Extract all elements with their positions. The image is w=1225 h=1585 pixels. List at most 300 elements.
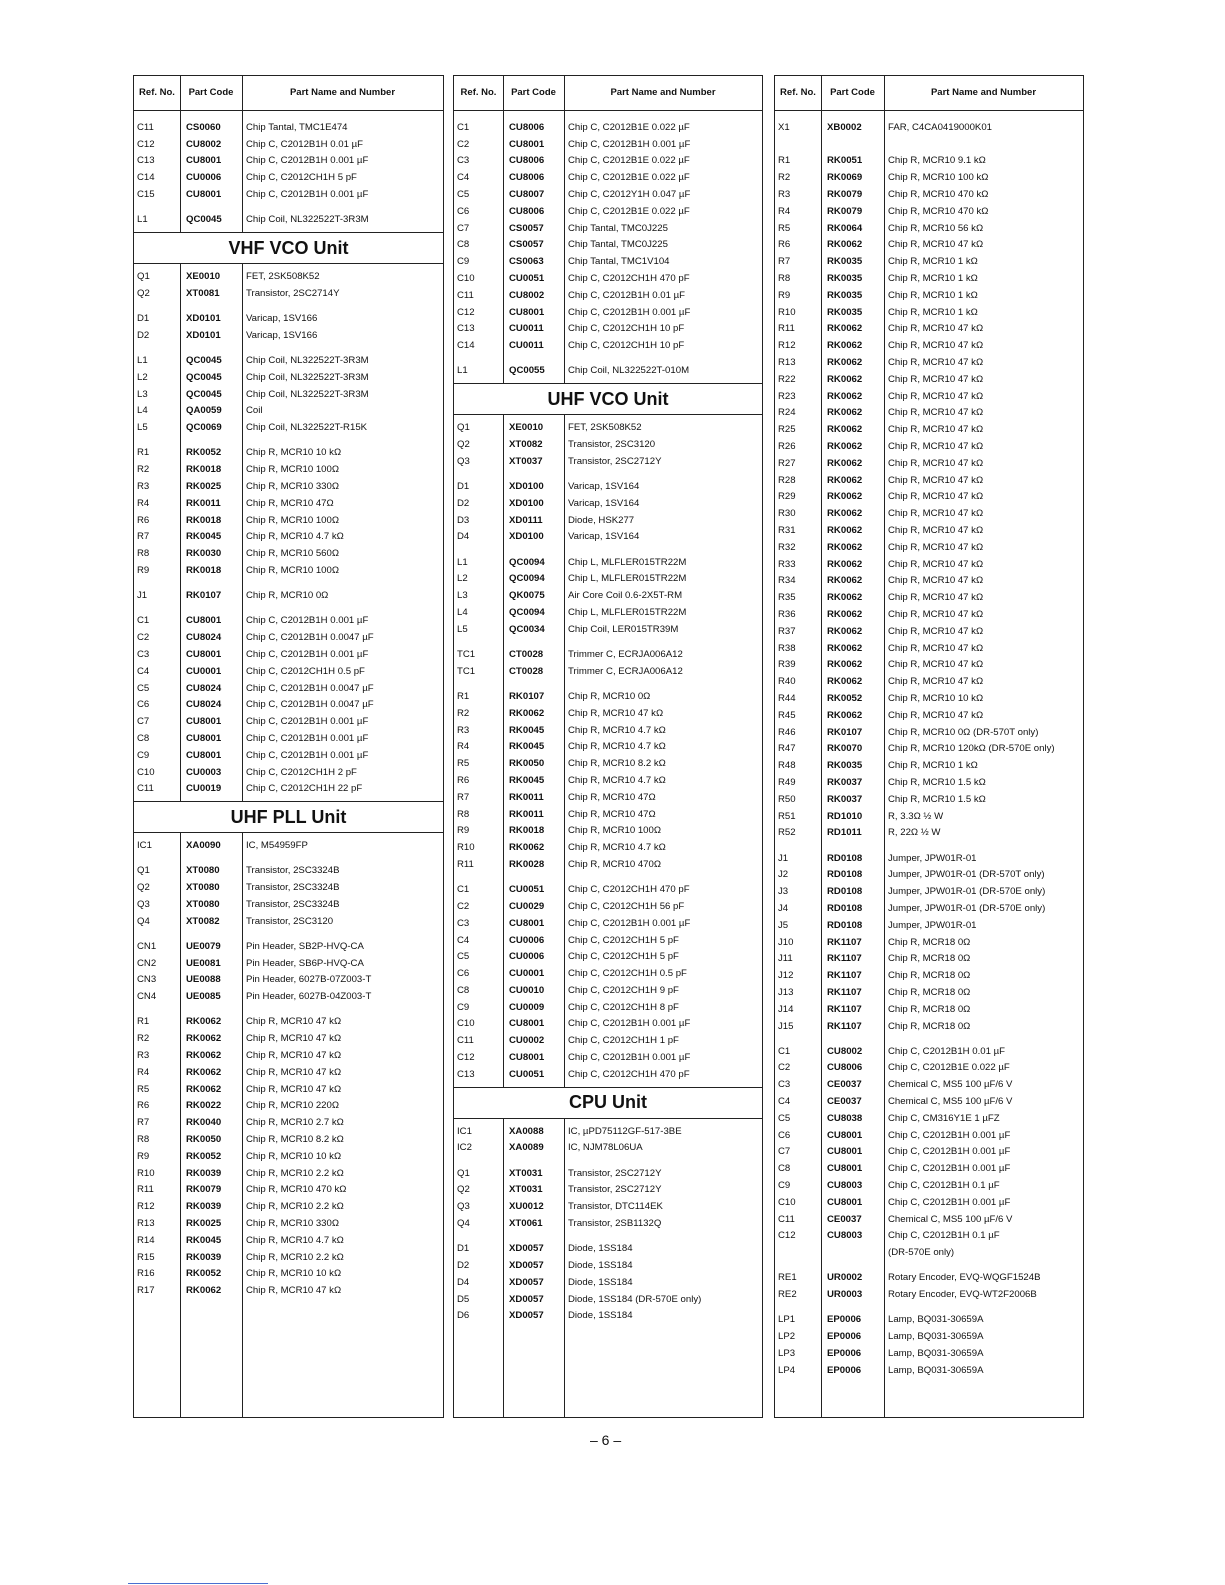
part-code: XT0031 bbox=[509, 1184, 543, 1196]
table-row bbox=[134, 169, 443, 186]
table-body bbox=[454, 119, 762, 1324]
ref-no: R23 bbox=[778, 390, 796, 402]
ref-no: IC1 bbox=[137, 840, 152, 852]
table-row bbox=[134, 1030, 443, 1047]
ref-no: C10 bbox=[137, 766, 155, 778]
table-row bbox=[775, 1211, 1083, 1228]
ref-no: R49 bbox=[778, 776, 796, 788]
ref-no: Q4 bbox=[457, 1218, 470, 1230]
part-code: XB0002 bbox=[827, 121, 862, 133]
part-code: RK0062 bbox=[186, 1050, 222, 1062]
part-name: Chip R, MCR10 4.7 kΩ bbox=[568, 741, 666, 753]
ref-no: Q4 bbox=[137, 915, 150, 927]
part-code: CU0051 bbox=[509, 884, 545, 896]
part-name: Diode, 1SS184 (DR-570E only) bbox=[568, 1293, 702, 1305]
ref-no: C15 bbox=[137, 189, 155, 201]
part-code: RK0062 bbox=[827, 424, 863, 436]
table-row bbox=[775, 1270, 1083, 1287]
part-name: Chip C, C2012B1H 0.001 µF bbox=[568, 1052, 691, 1064]
part-code: RK0062 bbox=[827, 508, 863, 520]
ref-no: R30 bbox=[778, 508, 796, 520]
part-code: QC0094 bbox=[509, 606, 545, 618]
ref-no: R3 bbox=[137, 481, 150, 492]
part-name: Chip R, MCR10 47 kΩ bbox=[888, 424, 984, 436]
table-row bbox=[775, 1177, 1083, 1194]
part-code: RK0035 bbox=[827, 760, 863, 772]
ref-no: L2 bbox=[457, 573, 468, 585]
part-name: Chip R, MCR10 47 kΩ bbox=[246, 1083, 342, 1095]
table-row bbox=[775, 371, 1083, 388]
ref-no: C3 bbox=[137, 648, 150, 660]
ref-no: R12 bbox=[137, 1201, 155, 1213]
part-name: Chip C, C2012Y1H 0.047 µF bbox=[568, 189, 691, 201]
part-code: CU8001 bbox=[509, 138, 545, 150]
table-row bbox=[775, 1244, 1083, 1261]
part-code: RD0108 bbox=[827, 869, 863, 881]
table-row bbox=[134, 862, 443, 879]
ref-no: L5 bbox=[137, 422, 148, 434]
table-row bbox=[775, 589, 1083, 606]
part-name: Chip R, MCR10 120kΩ (DR-570E only) bbox=[888, 743, 1055, 755]
ref-no: C9 bbox=[137, 749, 150, 761]
part-name: Chip R, MCR10 4.7 kΩ bbox=[568, 842, 666, 854]
part-name: Varicap, 1SV164 bbox=[568, 481, 640, 493]
part-code: CU0009 bbox=[509, 1001, 545, 1013]
part-code: QC0045 bbox=[186, 371, 222, 383]
table-row bbox=[454, 932, 762, 949]
part-code: CU8001 bbox=[827, 1146, 863, 1158]
ref-no: C12 bbox=[457, 1052, 475, 1064]
part-name: Chip C, C2012CH1H 8 pF bbox=[568, 1001, 679, 1013]
part-name: Chip C, C2012B1H 0.0047 µF bbox=[246, 699, 374, 711]
part-code: CS0063 bbox=[509, 256, 544, 268]
part-code: QC0069 bbox=[186, 422, 222, 434]
part-code: RK0062 bbox=[827, 239, 863, 251]
table-row bbox=[454, 220, 762, 237]
ref-no: D4 bbox=[457, 531, 470, 543]
part-name: Chip R, MCR10 1 kΩ bbox=[888, 289, 978, 301]
ref-no: R5 bbox=[778, 222, 791, 234]
ref-no: J5 bbox=[778, 919, 789, 931]
table-row bbox=[454, 554, 762, 571]
part-code: XU0012 bbox=[509, 1201, 544, 1213]
part-code: RK0064 bbox=[827, 222, 863, 234]
part-code: RK0051 bbox=[827, 155, 863, 167]
part-code: CU8002 bbox=[186, 138, 222, 150]
table-row bbox=[775, 1312, 1083, 1329]
part-code: XD0057 bbox=[509, 1243, 544, 1255]
table-row bbox=[775, 1001, 1083, 1018]
ref-no: C6 bbox=[457, 968, 470, 980]
ref-no: R52 bbox=[778, 827, 796, 839]
part-code: RK0028 bbox=[509, 858, 545, 870]
header-ref-no: Ref. No. bbox=[780, 87, 816, 98]
part-code: CU8001 bbox=[827, 1129, 863, 1141]
part-name: Chip C, C2012B1H 0.001 µF bbox=[246, 749, 369, 761]
part-code: RK0011 bbox=[509, 808, 544, 820]
table-row bbox=[134, 352, 443, 369]
ref-no: R8 bbox=[137, 1134, 150, 1146]
ref-no: R10 bbox=[778, 306, 796, 318]
ref-no: C10 bbox=[457, 273, 475, 285]
table-row bbox=[775, 606, 1083, 623]
part-name: Chip C, C2012B1H 0.0047 µF bbox=[246, 632, 374, 644]
table-row bbox=[134, 696, 443, 713]
part-name: Chip R, MCR10 330Ω bbox=[246, 1218, 340, 1230]
table-row bbox=[134, 419, 443, 436]
table-row bbox=[134, 879, 443, 896]
part-name: Chip C, C2012B1H 0.001 µF bbox=[888, 1146, 1011, 1158]
part-code: CU0006 bbox=[509, 934, 545, 946]
ref-no: L3 bbox=[137, 388, 148, 400]
header-part-code: Part Code bbox=[188, 87, 234, 98]
ref-no: C2 bbox=[778, 1062, 791, 1074]
part-name: Chip R, MCR10 470 kΩ bbox=[888, 189, 989, 201]
part-name: Chip C, C2012B1H 0.0047 µF bbox=[246, 682, 374, 694]
table-row bbox=[454, 915, 762, 932]
part-name: Jumper, JPW01R-01 (DR-570E only) bbox=[888, 902, 1046, 914]
part-name: Chip C, C2012CH1H 10 pF bbox=[568, 323, 685, 335]
part-name: Chip R, MCR10 8.2 kΩ bbox=[568, 758, 666, 770]
table-row bbox=[134, 1266, 443, 1283]
table-row bbox=[454, 881, 762, 898]
ref-no: C4 bbox=[778, 1096, 791, 1108]
part-code: CU8001 bbox=[509, 1018, 545, 1030]
part-code: CU0002 bbox=[509, 1035, 545, 1047]
part-name: Varicap, 1SV166 bbox=[246, 329, 318, 341]
row-spacer bbox=[454, 638, 762, 646]
part-code: RK0062 bbox=[827, 457, 863, 469]
ref-no: J14 bbox=[778, 1003, 794, 1015]
ref-no: L1 bbox=[137, 355, 148, 367]
table-row bbox=[775, 304, 1083, 321]
part-name: FAR, C4CA0419000K01 bbox=[888, 121, 992, 133]
row-spacer bbox=[775, 144, 1083, 152]
table-row bbox=[454, 688, 762, 705]
part-name: Chip C, C2012B1H 0.001 µF bbox=[246, 732, 369, 744]
ref-no: R8 bbox=[778, 273, 791, 285]
part-name: Chip C, C2012B1H 0.1 µF bbox=[888, 1230, 1000, 1242]
table-body bbox=[775, 119, 1083, 1379]
ref-no: R25 bbox=[778, 424, 796, 436]
ref-no: D5 bbox=[457, 1293, 470, 1305]
part-code: XD0057 bbox=[509, 1260, 544, 1272]
part-name: Chip R, MCR10 47 kΩ bbox=[246, 1066, 342, 1078]
table-row bbox=[775, 707, 1083, 724]
part-code: RK0062 bbox=[827, 659, 863, 671]
table-row bbox=[775, 573, 1083, 590]
part-name: Chip R, MCR10 47 kΩ bbox=[246, 1016, 342, 1028]
header-part-name: Part Name and Number bbox=[610, 87, 716, 98]
table-row bbox=[454, 722, 762, 739]
part-name: Chip R, MCR10 1 kΩ bbox=[888, 273, 978, 285]
ref-no: CN3 bbox=[137, 974, 157, 986]
part-name: Chip L, MLFLER015TR22M bbox=[568, 573, 687, 585]
table-row bbox=[134, 1131, 443, 1148]
table-row bbox=[134, 587, 443, 604]
part-code: CU0029 bbox=[509, 900, 545, 912]
table-row bbox=[454, 136, 762, 153]
table-header bbox=[454, 76, 762, 111]
table-row bbox=[775, 455, 1083, 472]
ref-no: R13 bbox=[778, 357, 796, 369]
part-name: Chip R, MCR10 47 kΩ bbox=[888, 608, 984, 620]
part-name: Pin Header, 6027B-04Z003-T bbox=[246, 991, 372, 1003]
part-name: Chip R, MCR10 1 kΩ bbox=[888, 256, 978, 268]
ref-no: Q2 bbox=[457, 1184, 470, 1196]
ref-no: D3 bbox=[457, 514, 470, 526]
table-row bbox=[454, 337, 762, 354]
part-code: RK1107 bbox=[827, 1020, 862, 1032]
table-row bbox=[454, 1140, 762, 1157]
table-row bbox=[775, 220, 1083, 237]
table-row bbox=[134, 1249, 443, 1266]
part-name: Chip C, C2012B1H 0.001 µF bbox=[888, 1129, 1011, 1141]
part-name: Pin Header, 6027B-07Z003-T bbox=[246, 974, 372, 986]
ref-no: C14 bbox=[457, 340, 475, 352]
ref-no: J1 bbox=[778, 852, 789, 864]
part-code: XD0100 bbox=[509, 531, 544, 543]
row-spacer bbox=[134, 579, 443, 587]
table-row bbox=[454, 203, 762, 220]
table-row bbox=[134, 403, 443, 420]
part-code: RD0108 bbox=[827, 886, 863, 898]
part-code: RD0108 bbox=[827, 919, 863, 931]
table-row bbox=[454, 898, 762, 915]
ref-no: R11 bbox=[457, 858, 474, 870]
table-row bbox=[775, 186, 1083, 203]
ref-no: J15 bbox=[778, 1020, 794, 1032]
parts-table-column-1 bbox=[133, 75, 444, 1418]
part-name: Chip R, MCR18 0Ω bbox=[888, 953, 971, 965]
ref-no: C4 bbox=[457, 172, 470, 184]
part-name: Chip R, MCR10 560Ω bbox=[246, 548, 340, 560]
part-code: RK0062 bbox=[827, 608, 863, 620]
ref-no: R8 bbox=[137, 548, 150, 560]
ref-no: C13 bbox=[457, 323, 475, 335]
ref-no: R32 bbox=[778, 541, 796, 553]
header-part-code: Part Code bbox=[511, 87, 556, 98]
table-row bbox=[134, 119, 443, 136]
row-spacer bbox=[134, 604, 443, 612]
part-name: Chip R, MCR10 47 kΩ bbox=[888, 323, 984, 335]
header-ref-no: Ref. No. bbox=[139, 87, 175, 98]
header-part-name: Part Name and Number bbox=[289, 87, 396, 98]
ref-no: R2 bbox=[137, 464, 150, 476]
table-row bbox=[134, 512, 443, 529]
table-row bbox=[454, 571, 762, 588]
part-name: Chip R, MCR10 47 kΩ bbox=[888, 357, 984, 369]
part-name: Chip R, MCR10 47 kΩ bbox=[888, 592, 984, 604]
part-name: Chip R, MCR18 0Ω bbox=[888, 936, 971, 948]
part-code: RK0035 bbox=[827, 256, 863, 268]
part-name: Chip R, MCR10 47 kΩ bbox=[888, 642, 984, 654]
ref-no: R36 bbox=[778, 608, 796, 620]
part-name: Lamp, BQ031-30659A bbox=[888, 1364, 984, 1376]
table-row bbox=[775, 1228, 1083, 1245]
section-heading: UHF PLL Unit bbox=[134, 801, 443, 833]
table-row bbox=[775, 119, 1083, 136]
ref-no: L3 bbox=[457, 590, 468, 602]
part-name: IC, µPD75112GF-517-3BE bbox=[568, 1125, 682, 1137]
part-code: RK0039 bbox=[186, 1251, 222, 1263]
part-code: RK0011 bbox=[509, 791, 544, 803]
part-code: RK0062 bbox=[186, 1066, 222, 1078]
ref-no: C13 bbox=[137, 155, 155, 167]
table-row bbox=[775, 153, 1083, 170]
table-row bbox=[134, 369, 443, 386]
row-spacer bbox=[134, 302, 443, 310]
ref-no: R47 bbox=[778, 743, 796, 755]
ref-no: Q1 bbox=[137, 865, 150, 877]
table-row bbox=[775, 757, 1083, 774]
part-code: RK0062 bbox=[186, 1033, 222, 1045]
ref-no: C3 bbox=[457, 917, 470, 929]
table-row bbox=[775, 1286, 1083, 1303]
table-row bbox=[454, 529, 762, 546]
table-row bbox=[775, 169, 1083, 186]
ref-no: CN1 bbox=[137, 940, 157, 952]
part-name: Chip R, MCR10 8.2 kΩ bbox=[246, 1134, 344, 1146]
part-code: UR0003 bbox=[827, 1289, 863, 1301]
table-row bbox=[134, 629, 443, 646]
ref-no: D4 bbox=[457, 1276, 470, 1288]
table-row bbox=[775, 438, 1083, 455]
table-row bbox=[134, 680, 443, 697]
table-row bbox=[134, 562, 443, 579]
table-row bbox=[775, 421, 1083, 438]
part-code: XD0101 bbox=[186, 313, 221, 325]
table-row bbox=[775, 673, 1083, 690]
table-row bbox=[134, 612, 443, 629]
part-code: CU0001 bbox=[186, 665, 222, 677]
table-row bbox=[134, 186, 443, 203]
table-row bbox=[134, 445, 443, 462]
ref-no: C6 bbox=[457, 205, 470, 217]
table-row bbox=[134, 1165, 443, 1182]
ref-no: R2 bbox=[457, 707, 470, 719]
table-row bbox=[775, 1043, 1083, 1060]
part-code: CU8024 bbox=[186, 632, 222, 644]
table-row bbox=[134, 310, 443, 327]
part-name: Chip R, MCR10 47 kΩ bbox=[246, 1050, 342, 1062]
part-name: Chip R, MCR10 47 kΩ bbox=[888, 575, 984, 587]
ref-no: R8 bbox=[457, 808, 470, 820]
table-row bbox=[775, 1194, 1083, 1211]
part-code: XT0081 bbox=[186, 287, 220, 299]
part-name: Chip Tantal, TMC1E474 bbox=[246, 121, 348, 133]
part-code: RK1107 bbox=[827, 953, 862, 965]
table-row bbox=[775, 984, 1083, 1001]
ref-no: R9 bbox=[778, 289, 791, 301]
part-code: RK0040 bbox=[186, 1117, 222, 1129]
part-code: CU0006 bbox=[509, 951, 545, 963]
part-code: RD1011 bbox=[827, 827, 862, 839]
part-name: Chip R, MCR10 47 kΩ bbox=[246, 1033, 342, 1045]
table-row bbox=[454, 1182, 762, 1199]
ref-no: R6 bbox=[137, 1100, 150, 1112]
part-name: Chip R, MCR10 0Ω (DR-570T only) bbox=[888, 726, 1039, 738]
table-row bbox=[775, 900, 1083, 917]
table-row bbox=[134, 386, 443, 403]
table-row bbox=[775, 270, 1083, 287]
part-name: Chip R, MCR10 10 kΩ bbox=[246, 1268, 342, 1280]
table-row bbox=[454, 1257, 762, 1274]
ref-no: C14 bbox=[137, 172, 155, 184]
part-name: Chip R, MCR10 47 kΩ bbox=[888, 441, 984, 453]
part-name: Chip R, MCR10 470 kΩ bbox=[888, 205, 989, 217]
ref-no: C8 bbox=[137, 732, 150, 744]
table-row bbox=[775, 774, 1083, 791]
ref-no: L1 bbox=[137, 214, 148, 226]
part-name: Chip R, MCR10 1.5 kΩ bbox=[888, 793, 986, 805]
part-name: Diode, 1SS184 bbox=[568, 1243, 633, 1255]
part-code: RK0052 bbox=[827, 692, 863, 704]
part-code: XT0080 bbox=[186, 898, 220, 910]
part-code: RK0045 bbox=[509, 741, 545, 753]
table-row bbox=[775, 321, 1083, 338]
table-row bbox=[775, 740, 1083, 757]
part-code: RK0045 bbox=[186, 531, 222, 543]
ref-no: L1 bbox=[457, 556, 468, 568]
table-row bbox=[775, 850, 1083, 867]
part-code: EP0006 bbox=[827, 1314, 862, 1326]
ref-no: C10 bbox=[778, 1196, 796, 1208]
header-ref-no: Ref. No. bbox=[460, 87, 497, 98]
part-name: Chip R, MCR18 0Ω bbox=[888, 986, 971, 998]
ref-no: R6 bbox=[137, 514, 150, 526]
ref-no: LP1 bbox=[778, 1314, 796, 1326]
part-code: RK0050 bbox=[186, 1134, 222, 1146]
part-name: Chip R, MCR10 100Ω bbox=[568, 825, 662, 837]
ref-no: C9 bbox=[457, 1001, 470, 1013]
table-row bbox=[454, 1291, 762, 1308]
part-code: RK0062 bbox=[827, 340, 863, 352]
part-code: RK0018 bbox=[186, 564, 222, 576]
table-row bbox=[134, 1064, 443, 1081]
ref-no: D1 bbox=[457, 481, 470, 493]
part-code: XT0031 bbox=[509, 1167, 543, 1179]
part-name: Chip R, MCR10 2.2 kΩ bbox=[246, 1167, 344, 1179]
part-code: CE0037 bbox=[827, 1096, 862, 1108]
table-row bbox=[775, 1076, 1083, 1093]
part-code: RK0037 bbox=[827, 776, 863, 788]
table-row bbox=[775, 1093, 1083, 1110]
ref-no: C2 bbox=[137, 632, 150, 644]
part-code: UR0002 bbox=[827, 1272, 863, 1284]
part-name: Chip R, MCR18 0Ω bbox=[888, 1020, 971, 1032]
part-name: Chip R, MCR10 47 kΩ bbox=[888, 659, 984, 671]
part-code: XD0057 bbox=[509, 1293, 544, 1305]
part-name: Chip C, C2012B1H 0.001 µF bbox=[246, 189, 369, 201]
part-code: UE0081 bbox=[186, 957, 221, 969]
part-name: Chip C, C2012CH1H 5 pF bbox=[246, 172, 357, 184]
part-name: Chip C, C2012B1H 0.001 µF bbox=[888, 1196, 1011, 1208]
part-code: RK0062 bbox=[827, 474, 863, 486]
part-name: Trimmer C, ECRJA006A12 bbox=[568, 665, 683, 677]
part-code: RK0052 bbox=[186, 1150, 222, 1162]
part-name: Diode, 1SS184 bbox=[568, 1310, 633, 1322]
ref-no: C11 bbox=[457, 289, 474, 301]
table-row bbox=[775, 405, 1083, 422]
part-code: XD0101 bbox=[186, 329, 221, 341]
table-row bbox=[454, 1123, 762, 1140]
table-row bbox=[134, 913, 443, 930]
part-code: RK0062 bbox=[827, 625, 863, 637]
part-name: Chip R, MCR10 4.7 kΩ bbox=[246, 1234, 344, 1246]
part-name: Chip C, C2012B1H 0.01 µF bbox=[888, 1045, 1005, 1057]
table-row bbox=[134, 663, 443, 680]
